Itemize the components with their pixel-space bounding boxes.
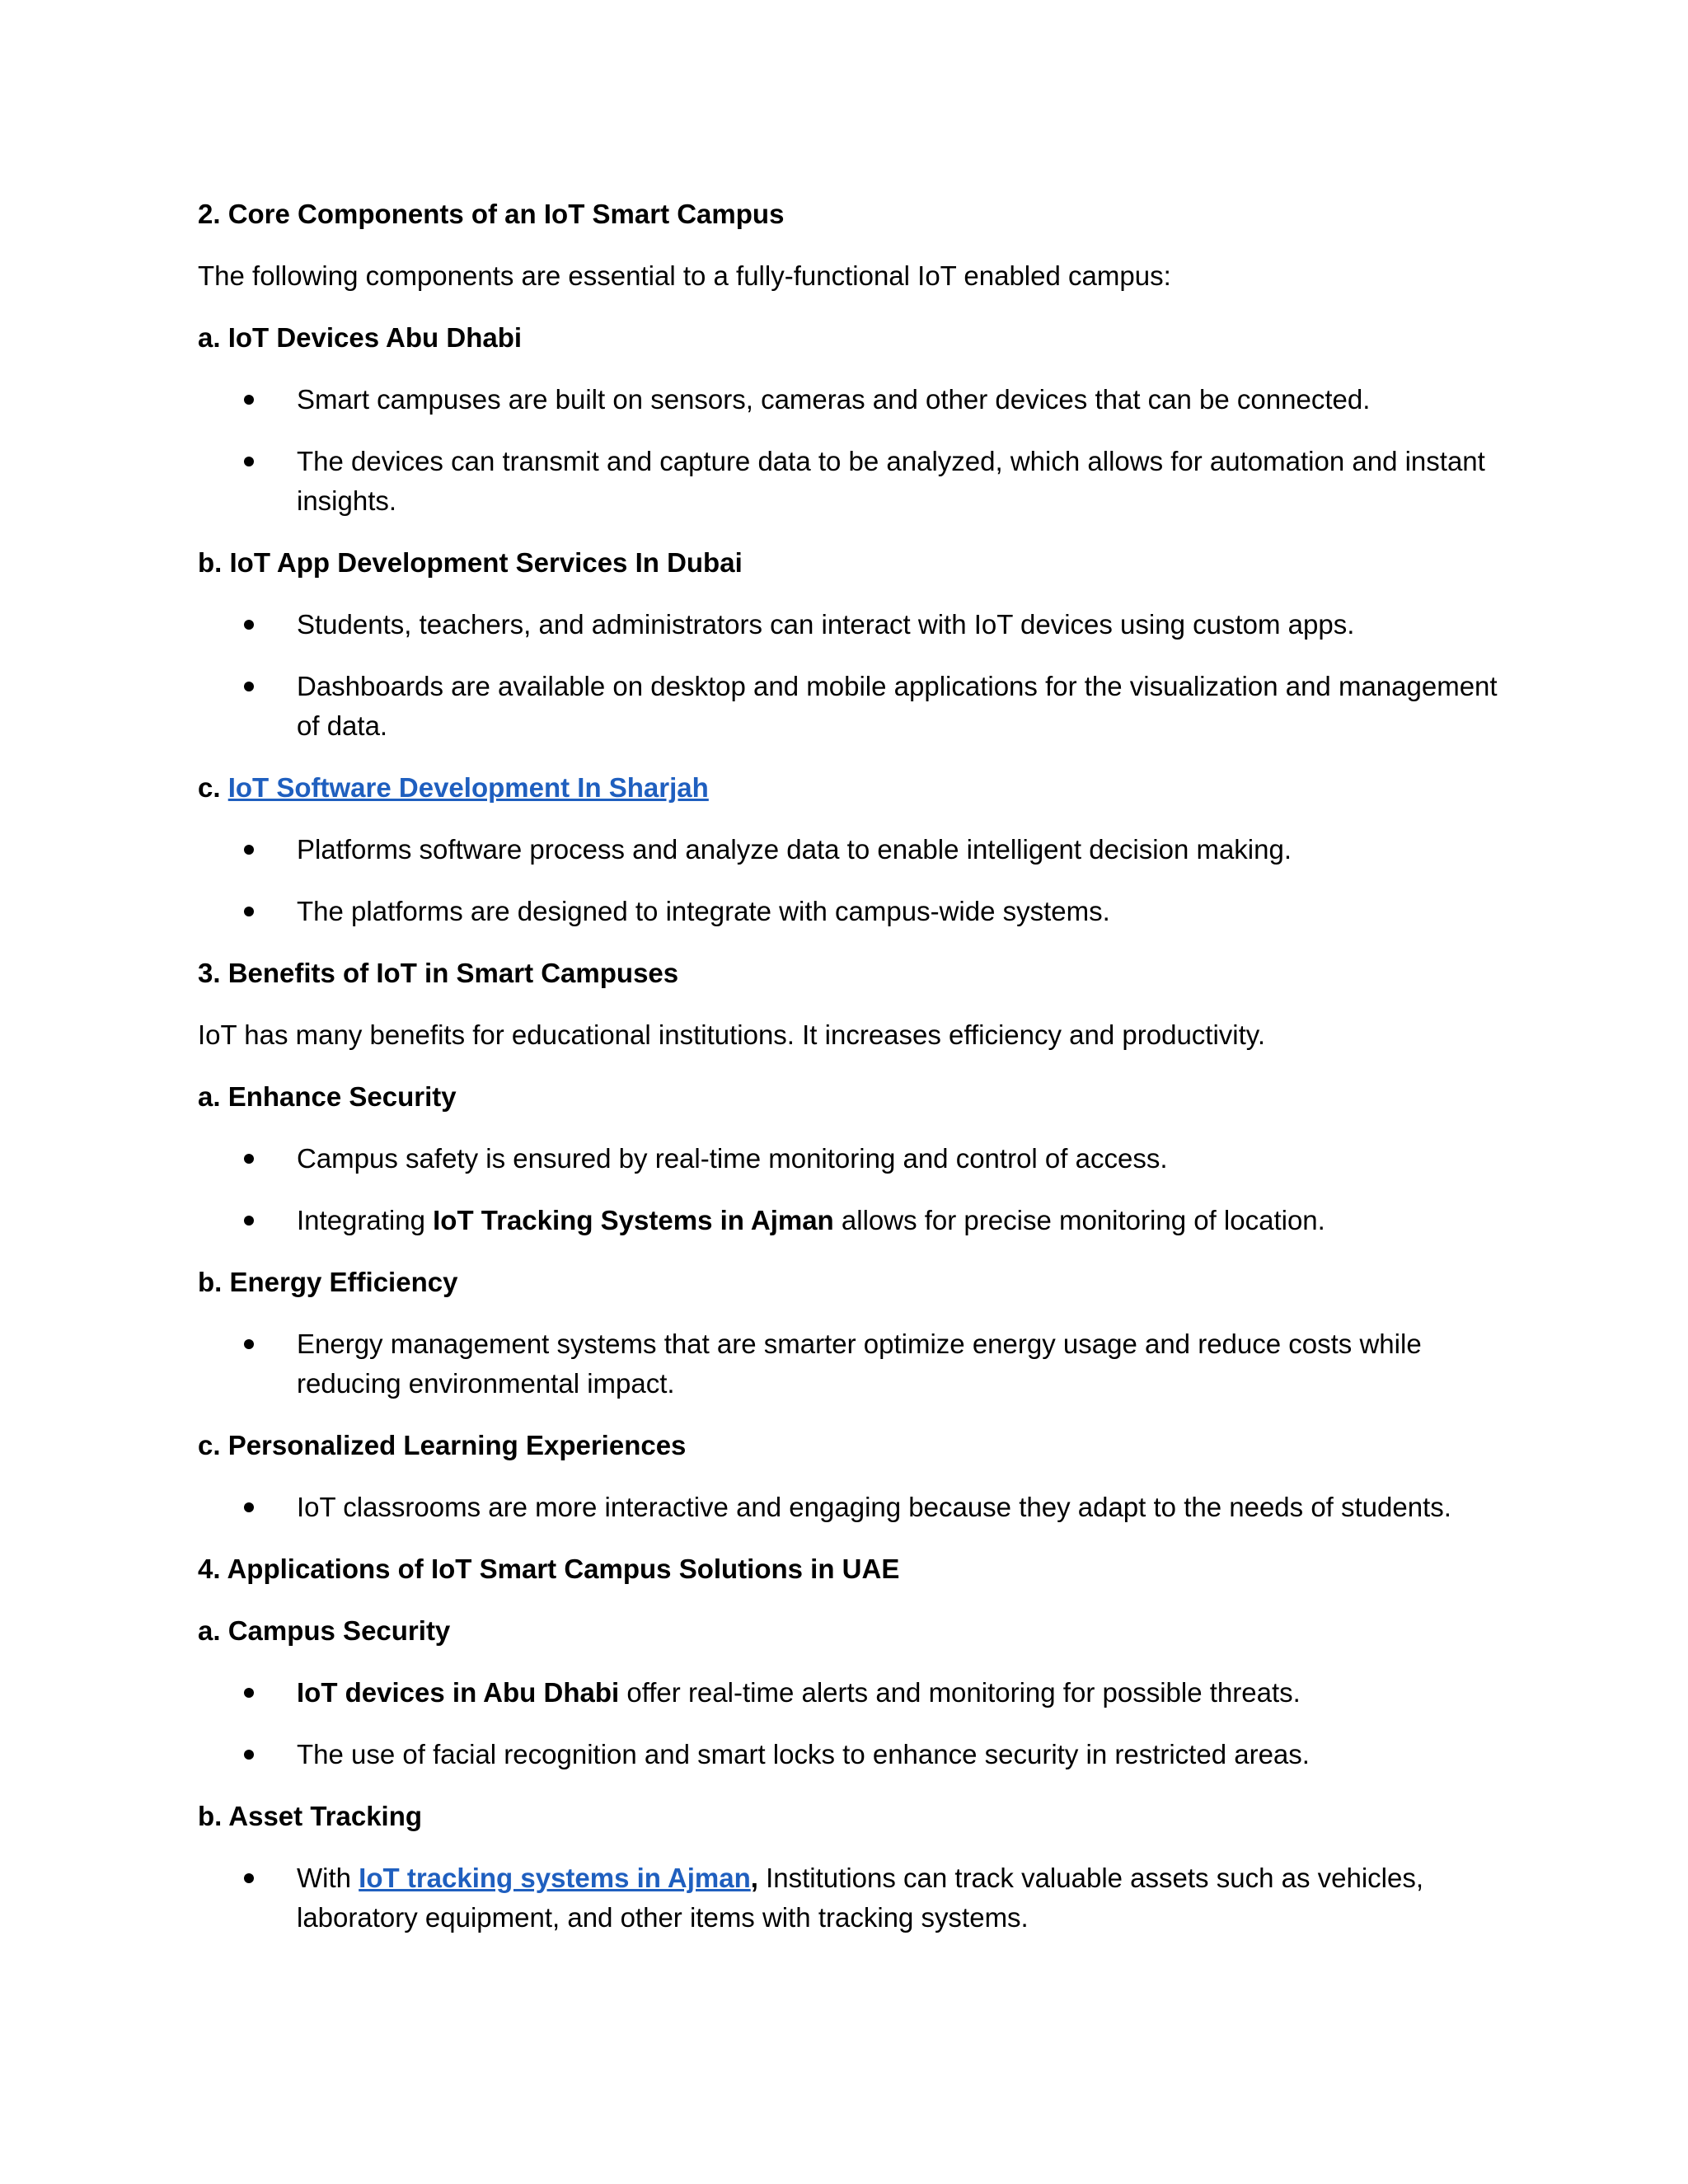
section-4b-heading: b. Asset Tracking xyxy=(198,1801,423,1831)
section-4b-list xyxy=(198,1858,1517,1938)
section-2c-heading xyxy=(198,768,1517,808)
bullet-icon xyxy=(244,1873,254,1883)
list-item xyxy=(198,1735,1517,1774)
list-item xyxy=(198,892,1517,931)
bullet-icon xyxy=(244,1216,254,1226)
ajman-tracking-link[interactable]: IoT tracking systems in Ajman xyxy=(359,1863,751,1893)
list-item xyxy=(198,1488,1517,1527)
bullet-icon xyxy=(244,682,254,691)
section-3c-list xyxy=(198,1488,1517,1527)
sharjah-software-link[interactable]: IoT Software Development In Sharjah xyxy=(227,772,709,803)
list-item xyxy=(198,1858,1517,1938)
list-item xyxy=(198,1201,1517,1240)
section-4a-list xyxy=(198,1673,1517,1774)
section-2c-list xyxy=(198,830,1517,931)
section-3b-heading: b. Energy Efficiency xyxy=(198,1267,458,1297)
list-item xyxy=(198,1139,1517,1179)
section-4-heading: 4. Applications of IoT Smart Campus Solutions in UAE xyxy=(198,1554,900,1584)
list-item-text: Dashboards are available on desktop and mobile applications for the visualization and management of data. xyxy=(297,671,1498,741)
list-item-text: The devices can transmit and capture data to be analyzed, which allows for automation and instant insights. xyxy=(297,446,1485,516)
list-item xyxy=(198,830,1517,869)
list-item-text: Energy management systems that are smarter optimize energy usage and reduce costs while reducing environmental impact. xyxy=(297,1329,1422,1399)
list-item xyxy=(198,380,1517,419)
section-2a-heading: a. IoT Devices Abu Dhabi xyxy=(198,322,523,353)
section-2b-list xyxy=(198,605,1517,746)
bullet-icon xyxy=(244,845,254,855)
section-3a-heading: a. Enhance Security xyxy=(198,1081,457,1112)
list-item-comma: , xyxy=(750,1863,758,1893)
bullet-icon xyxy=(244,1339,254,1349)
list-item-bold: IoT devices in Abu Dhabi xyxy=(297,1677,620,1708)
section-3c-heading: c. Personalized Learning Experiences xyxy=(198,1430,687,1460)
section-2-intro: The following components are essential to a fully-functional IoT enabled campus: xyxy=(198,260,1171,291)
section-4a-heading: a. Campus Security xyxy=(198,1615,451,1646)
section-3b-list xyxy=(198,1324,1517,1404)
bullet-icon xyxy=(244,457,254,466)
section-3a-list xyxy=(198,1139,1517,1240)
list-item-text-pre: With xyxy=(297,1863,359,1893)
bullet-icon xyxy=(244,1688,254,1698)
bullet-icon xyxy=(244,395,254,405)
list-item-text: Campus safety is ensured by real-time monitoring and control of access. xyxy=(297,1143,1168,1174)
section-2a-list xyxy=(198,380,1517,521)
list-item-text-post: offer real-time alerts and monitoring for possible threats. xyxy=(619,1677,1301,1708)
section-3-heading: 3. Benefits of IoT in Smart Campuses xyxy=(198,958,679,988)
list-item-text: The use of facial recognition and smart locks to enhance security in restricted areas. xyxy=(297,1739,1310,1769)
list-item-text: The platforms are designed to integrate with campus-wide systems. xyxy=(297,896,1110,926)
section-2-heading: 2. Core Components of an IoT Smart Campus xyxy=(198,199,785,229)
list-item-text-post: allows for precise monitoring of location. xyxy=(833,1205,1325,1235)
bullet-icon xyxy=(244,620,254,630)
section-2b-heading: b. IoT App Development Services In Dubai xyxy=(198,547,743,578)
section-2c-prefix: c. xyxy=(198,772,228,803)
bullet-icon xyxy=(244,1750,254,1760)
list-item xyxy=(198,667,1517,746)
document-page xyxy=(198,194,1517,1960)
list-item-text-pre: Integrating xyxy=(297,1205,434,1235)
list-item-text: Smart campuses are built on sensors, cameras and other devices that can be connected. xyxy=(297,384,1371,415)
bullet-icon xyxy=(244,1502,254,1512)
list-item-text-post: Institutions can track valuable assets such as vehicles, laboratory equipment, and other items with tracking systems. xyxy=(297,1863,1424,1933)
list-item-bold: IoT Tracking Systems in Ajman xyxy=(433,1205,834,1235)
list-item xyxy=(198,442,1517,521)
section-3-intro: IoT has many benefits for educational institutions. It increases efficiency and productivity. xyxy=(198,1019,1266,1050)
list-item-text: Students, teachers, and administrators can interact with IoT devices using custom apps. xyxy=(297,609,1355,640)
bullet-icon xyxy=(244,1154,254,1164)
list-item-text: Platforms software process and analyze data to enable intelligent decision making. xyxy=(297,834,1292,865)
bullet-icon xyxy=(244,907,254,916)
list-item xyxy=(198,605,1517,644)
list-item-text: IoT classrooms are more interactive and engaging because they adapt to the needs of students. xyxy=(297,1492,1451,1522)
list-item xyxy=(198,1324,1517,1404)
list-item xyxy=(198,1673,1517,1713)
